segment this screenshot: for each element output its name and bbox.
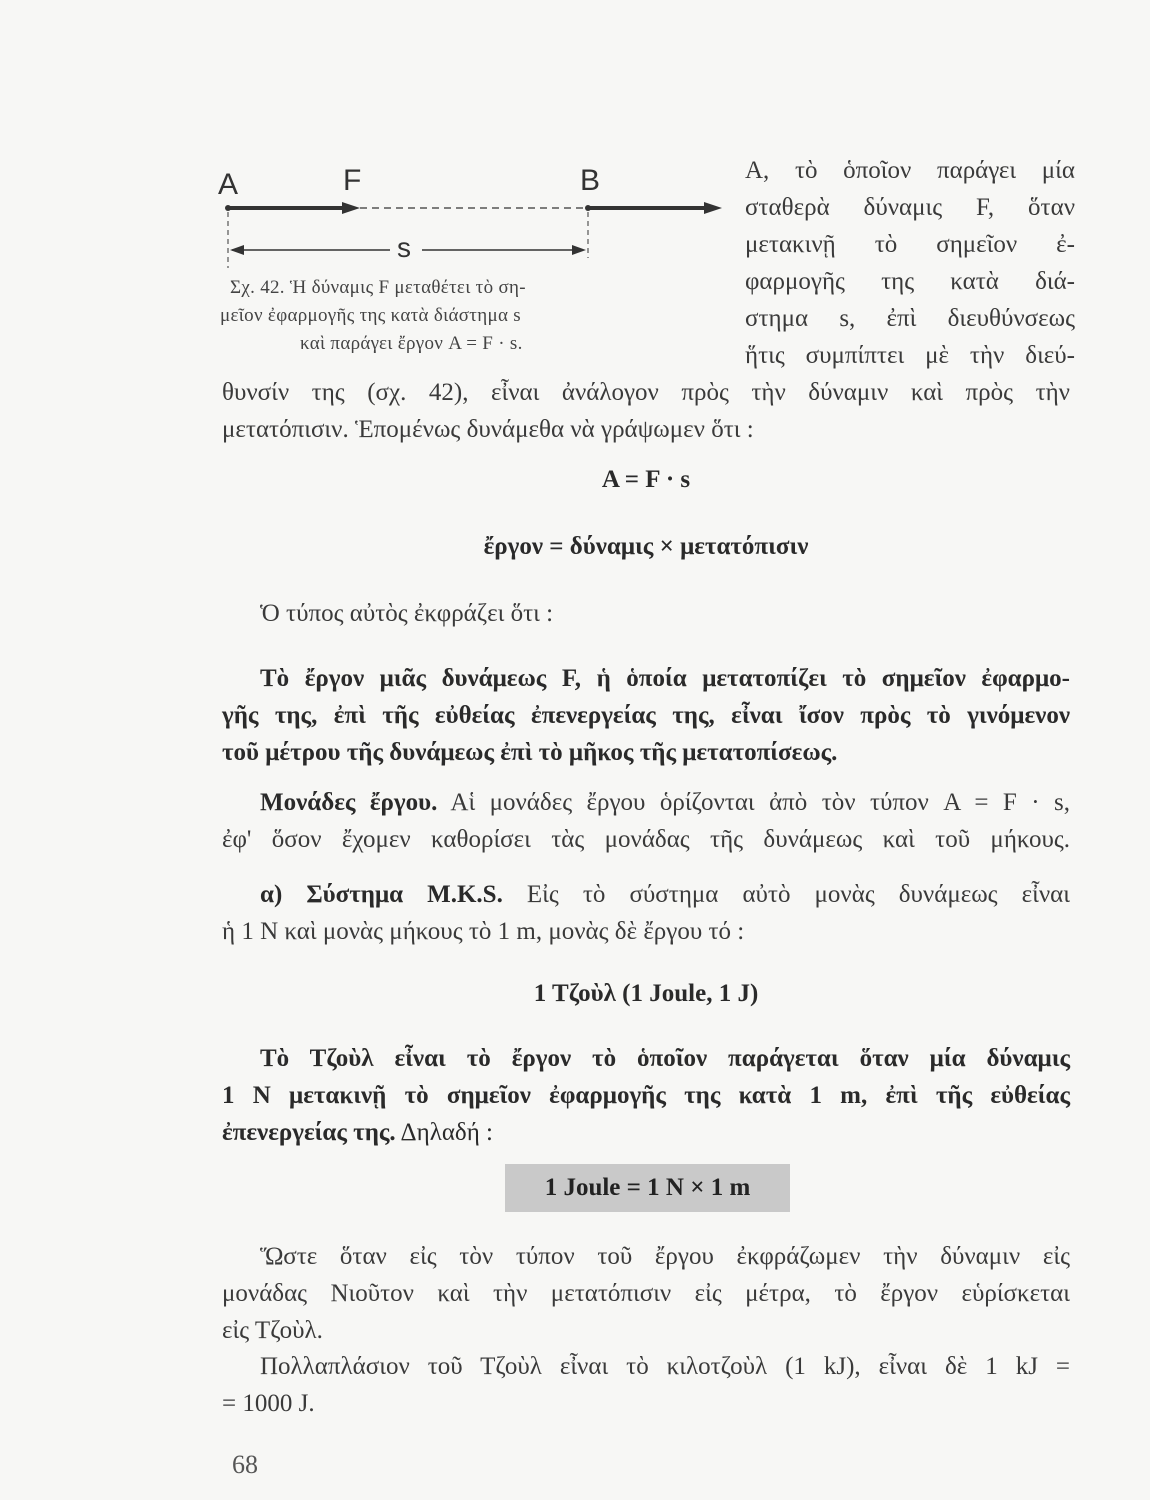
figure-caption <box>220 274 720 358</box>
units-paragraph <box>222 784 1070 858</box>
right-line-5: στημα s, ἐπὶ διευθύνσεως <box>745 305 1075 332</box>
mks-line-1 <box>222 876 1070 913</box>
definition-line-1: Τὸ ἔργον μιᾶς δυνάμεως F, ἡ ὁποία μετατοπίζει τὸ σημεῖον ἐφαρμο- <box>260 665 1070 692</box>
intro-line-2: μετατόπισιν. Ἑπομένως δυνάμεθα νὰ γράψωμεν ὅτι : <box>222 416 754 443</box>
right-column-text <box>745 152 1075 374</box>
intro-line-1: θυνσίν της (σχ. 42), εἶναι ἀνάλογον πρὸς τὴν δύναμιν καὶ πρὸς τὴν <box>222 379 1070 406</box>
conclusion-line-1: Ὥστε ὅταν εἰς τὸν τύπον τοῦ ἔργου ἐκφράζωμεν τὴν δύναμιν εἰς <box>260 1243 1070 1270</box>
multiple-line-1: Πολλαπλάσιον τοῦ Τζοὺλ εἶναι τὸ κιλοτζοὺλ (1 kJ), εἶναι δὲ 1 kJ = <box>260 1353 1070 1380</box>
statement-intro <box>222 595 1070 632</box>
force-arrowhead <box>342 202 360 214</box>
label-f: F <box>343 164 362 197</box>
statement-intro-text: Ὁ τύπος αὐτὸς ἐκφράζει ὅτι : <box>260 600 554 627</box>
right-line-4: φαρμογῆς της κατὰ διά- <box>745 268 1075 295</box>
definition-line-3: τοῦ μέτρου τῆς δυνάμεως ἐπὶ τὸ μῆκος τῆς μετατοπίσεως. <box>222 739 838 766</box>
joule-def-line-3-bold: ἐπενεργείας της. <box>222 1119 396 1146</box>
units-line-1-text: Αἱ μονάδες ἔργου ὁρίζονται ἀπὸ τὸν τύπον A = F · s, <box>437 789 1070 816</box>
joule-definition <box>222 1040 1070 1151</box>
caption-line-2: μεῖον ἐφαρμογῆς της κατὰ διάστημα s <box>220 305 521 326</box>
joule-def-line-1: Τὸ Τζοὺλ εἶναι τὸ ἔργον τὸ ὁποῖον παράγεται ὅταν μία δύναμις <box>260 1045 1070 1072</box>
s-arrow-left <box>230 245 244 255</box>
point-a-marker <box>225 205 231 211</box>
label-s: s <box>397 232 411 263</box>
joule-def-line-2: 1 N μετακινῇ τὸ σημεῖον ἐφαρμογῆς της κατὰ 1 m, ἐπὶ τῆς εὐθείας <box>222 1082 1070 1109</box>
point-b-marker <box>585 205 591 211</box>
force-b-arrowhead <box>704 202 722 214</box>
s-arrow-right <box>572 245 586 255</box>
formula-work: A = F · s <box>601 466 691 493</box>
definition-line-2: γῆς της, ἐπὶ τῆς εὐθείας ἐπενεργείας της, εἶναι ἴσον πρὸς τὸ γινόμενον <box>222 702 1070 729</box>
mks-line-2: ἡ 1 N καὶ μονὰς μήκους τὸ 1 m, μονὰς δὲ ἔργου τό : <box>222 918 745 945</box>
label-b: B <box>580 164 601 197</box>
figure-42 <box>210 160 730 290</box>
definition-paragraph <box>222 660 1070 771</box>
units-line-1 <box>222 784 1070 821</box>
label-a: A <box>218 168 239 201</box>
conclusion-paragraph <box>222 1238 1070 1349</box>
mks-heading: α) Σύστημα M.K.S. <box>260 881 503 908</box>
units-line-2: ἐφ' ὅσον ἔχομεν καθορίσει τὰς μονάδας τῆς δυνάμεως καὶ τοῦ μήκους. <box>222 826 1070 853</box>
conclusion-line-3: εἰς Τζοὺλ. <box>222 1317 323 1344</box>
intro-paragraph <box>222 374 1070 448</box>
joule-title: 1 Τζοὺλ (1 Joule, 1 J) <box>533 980 759 1007</box>
mks-line-1-text: Εἰς τὸ σύστημα αὐτὸ μονὰς δυνάμεως εἶναι <box>502 881 1070 908</box>
page-number: 68 <box>232 1450 258 1479</box>
caption-line-3: καὶ παράγει ἔργον A = F · s. <box>300 333 523 354</box>
force-displacement-diagram <box>210 160 730 290</box>
joule-formula: 1 Joule = 1 N × 1 m <box>544 1174 751 1201</box>
units-heading: Μονάδες ἔργου. <box>260 789 438 816</box>
joule-def-line-3-rest: Δηλαδή : <box>395 1119 493 1146</box>
right-line-6: ἥτις συμπίπτει μὲ τὴν διεύ- <box>745 342 1075 369</box>
right-line-3: μετακινῇ τὸ σημεῖον ἐ- <box>745 231 1075 258</box>
right-line-1: A, τὸ ὁποῖον παράγει μία <box>745 157 1075 184</box>
mks-paragraph <box>222 876 1070 950</box>
conclusion-line-2: μονάδας Νιοῦτον καὶ τὴν μετατόπισιν εἰς μέτρα, τὸ ἔργον εὑρίσκεται <box>222 1280 1070 1307</box>
multiple-paragraph <box>222 1348 1070 1422</box>
multiple-line-2: = 1000 J. <box>222 1390 315 1417</box>
right-line-2: σταθερὰ δύναμις F, ὅταν <box>745 194 1075 221</box>
formula-work-words: ἔργον = δύναμις × μετατόπισιν <box>483 533 809 560</box>
joule-def-line-3 <box>222 1114 1070 1151</box>
caption-line-1: Σχ. 42. Ἡ δύναμις F μεταθέτει τὸ ση- <box>230 277 526 298</box>
